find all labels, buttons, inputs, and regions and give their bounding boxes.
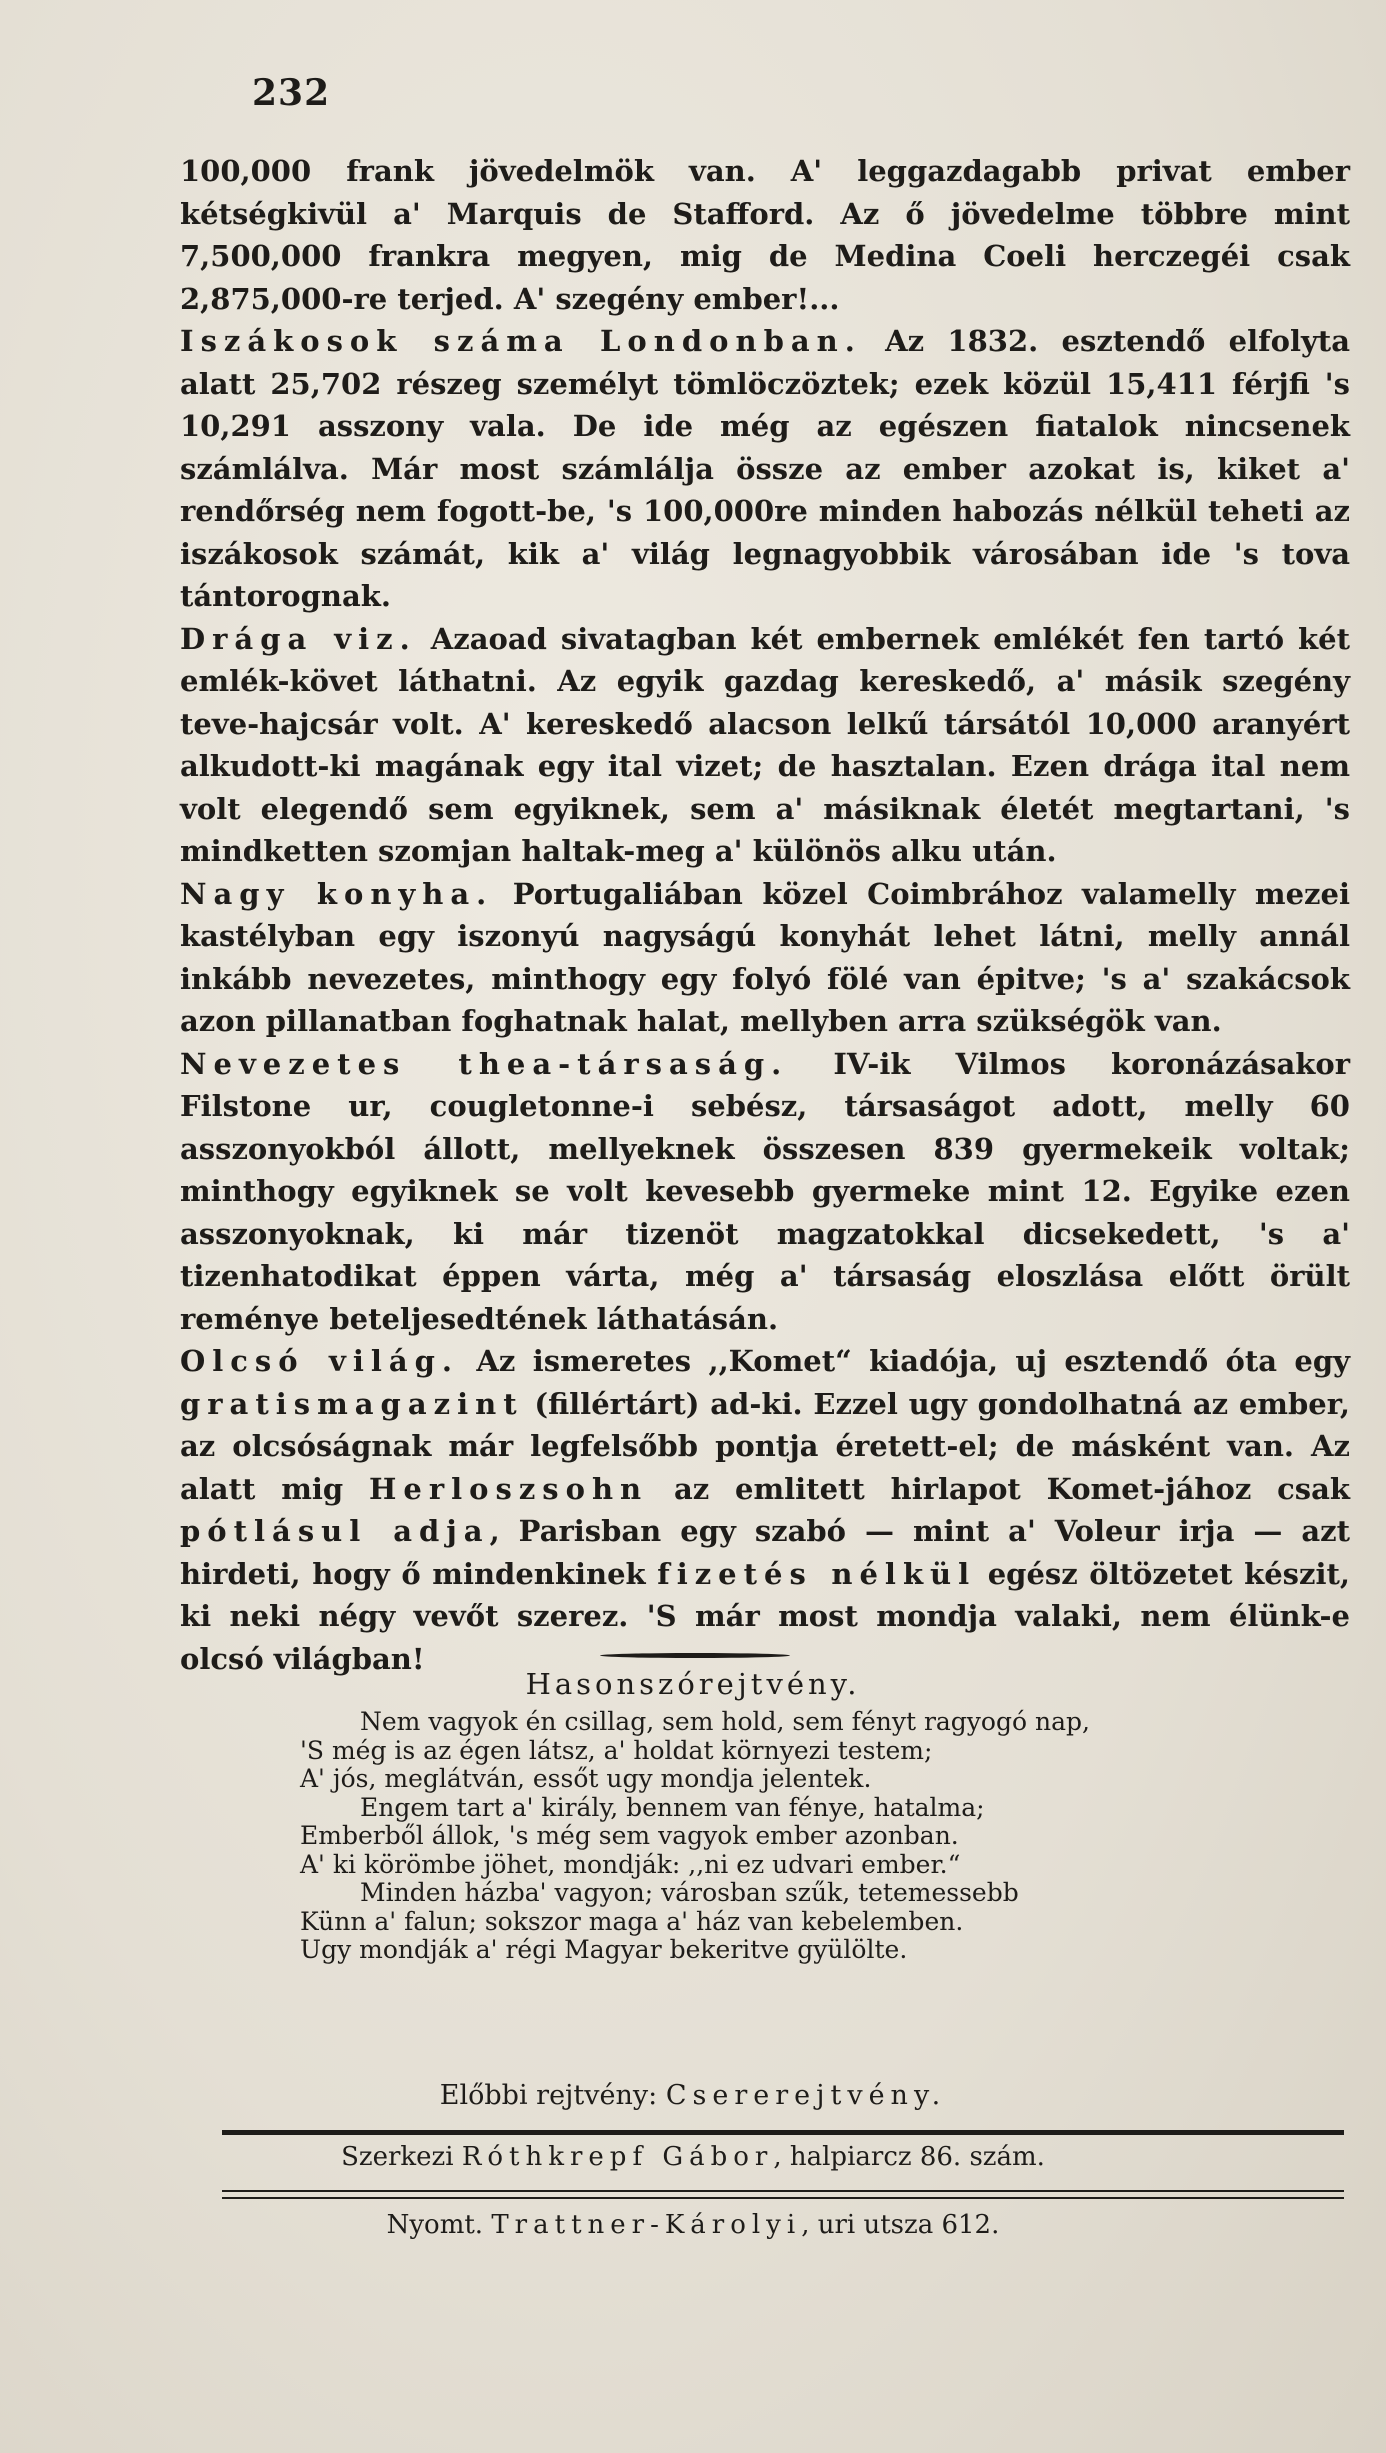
poem-line: Künn a' falun; sokszor maga a' ház van kebelemben. (300, 1906, 964, 1936)
text-tea-party: IV-ik Vilmos koronázásakor Filstone ur, cougletonne-i sebész, társaságot adott, melly 60 asszonyokból állott, mellyeknek összesen 839 gyermekeik voltak; minthogy egyiknek se volt kevesebb gyermeke mint 12. Egyike ezen asszonyoknak, ki már tizenöt magzatokkal dicsekedett, 's a' tizenhatodikat éppen várta, még a' társaság eloszlása előtt örült reménye beteljesedtének láthatásán. (180, 1046, 1350, 1336)
text-cheap-world-d: , Parisban egy szabó — mint a' Voleur irja — azt hirdeti, hogy ő mindenkinek (180, 1514, 1351, 1591)
heading-drunkards: Iszákosok száma Londonban. (180, 324, 862, 358)
previous-riddle (0, 2080, 1386, 2111)
editor-line (0, 2142, 1386, 2172)
text-cheap-world-a: Az ismeretes ,,Komet“ kiadója, uj esztendő óta egy (476, 1344, 1350, 1378)
text-cheap-world-spaced-2: Herloszsohn (369, 1471, 649, 1506)
editor-address: , halpiarcz 86. szám. (773, 2142, 1045, 2172)
footer-rule (222, 2130, 1344, 2135)
previous-riddle-label: Előbbi rejtvény: (439, 2080, 658, 2111)
paragraph-cheap-world (180, 1340, 1350, 1680)
riddle-title: Hasonszórejtvény. (525, 1667, 861, 1701)
editor-prefix: Szerkezi (341, 2142, 454, 2172)
poem-line: A' ki körömbe jöhet, mondják: ,,ni ez udvari ember.“ (300, 1849, 961, 1879)
editor-name: Róthkrepf Gábor (461, 2142, 774, 2172)
text-cheap-world-b: (fillértárt) ad-ki. Ezzel ugy gondolhatná az ember, az olcsóságnak már legfelsőbb pontja éretett-el; de másként van. Az alatt mig (180, 1386, 1350, 1506)
article-body (180, 150, 1350, 1680)
text-cheap-world-c: az emlitett hirlapot Komet-jához csak (673, 1471, 1350, 1506)
text-big-kitchen: Portugaliában közel Coimbrához valamelly mezei kastélyban egy iszonyú nagyságú konyhát lehet látni, melly annál inkább nevezetes, minthogy egy folyó fölé van épitve; 's a' szakácsok azon pillanatban foghatnak halat, mellyben arra szükségök van. (180, 876, 1350, 1038)
printer-line (0, 2210, 1386, 2240)
printer-name: Trattner-Károlyi (491, 2210, 802, 2240)
text-cheap-world-spaced-4: fizetés nélkül (657, 1556, 977, 1591)
page-number: 232 (252, 72, 331, 114)
previous-riddle-answer: Csererejtvény. (665, 2080, 947, 2111)
text-cheap-world-spaced-3: pótlásul adja (180, 1514, 490, 1548)
poem-line: Engem tart a' király, bennem van fénye, hatalma; (360, 1792, 985, 1822)
heading-expensive-water: Drága viz. (180, 621, 417, 656)
text-expensive-water: Azaoad sivatagban két embernek emlékét fen tartó két emlék-követ láthatni. Az egyik gazdag kereskedő, a' másik szegény teve-hajcsár volt. A' kereskedő alacson lelkű társától 10,000 aranyért alkudott-ki magának egy ital vizet; de hasztalan. Ezen drága ital nem volt elegendő sem egyiknek, sem a' másiknak életét megtartani, 's mindketten szomjan haltak-meg a' különös alku után. (180, 621, 1350, 868)
poem-line: Minden házba' vagyon; városban szűk, tetemessebb (360, 1878, 1019, 1907)
heading-big-kitchen: Nagy konyha. (180, 876, 494, 911)
ornamental-rule (600, 1653, 790, 1658)
text-cheap-world-spaced-1: gratismagazint (180, 1386, 524, 1421)
paragraph-drunkards (180, 320, 1350, 618)
footer-double-rule (222, 2190, 1344, 2199)
heading-cheap-world: Olcsó világ. (180, 1344, 460, 1378)
poem-line: Ugy mondják a' régi Magyar bekeritve gyülölte. (300, 1935, 908, 1964)
text-cheap-world-e: egész öltözetet készit, ki neki négy vevőt szerez. 'S már most mondja valaki, nem élünk-e olcsó világban! (180, 1556, 1350, 1676)
paragraph-tea-party (180, 1043, 1350, 1341)
printer-prefix: Nyomt. (386, 2210, 484, 2240)
heading-tea-party: Nevezetes thea-társaság. (180, 1046, 789, 1081)
printer-address: , uri utsza 612. (801, 2210, 1000, 2240)
poem-line: A' jós, meglátván, essőt ugy mondja jelentek. (300, 1764, 872, 1793)
poem-line: 'S még is az égen látsz, a' holdat környezi testem; (300, 1735, 933, 1765)
text-drunkards: Az 1832. esztendő elfolyta alatt 25,702 részeg személyt tömlöczöztek; ezek közül 15,411 férjfi 's 10,291 asszony vala. De ide még az egészen fiatalok nincsenek számlálva. Már most számlálja össze az ember azokat is, kiket a' rendőrség nem fogott-be, 's 100,000re minden habozás nélkül teheti az iszákosok számát, kik a' világ legnagyobbik városában ide 's tova tántorognak. (180, 324, 1350, 613)
paragraph-income: 100,000 frank jövedelmök van. A' leggazdagabb privat ember kétségkivül a' Marquis de Stafford. Az ő jövedelme többre mint 7,500,000 frankra megyen, mig de Medina Coeli herczegéi csak 2,875,000-re terjed. A' szegény ember!... (180, 154, 1350, 316)
poem-line: Emberből állok, 's még sem vagyok ember azonban. (300, 1821, 959, 1850)
riddle-poem (300, 1708, 1260, 1965)
paragraph-big-kitchen (180, 873, 1350, 1043)
paragraph-expensive-water (180, 618, 1350, 873)
poem-line: Nem vagyok én csillag, sem hold, sem fényt ragyogó nap, (360, 1707, 1090, 1736)
